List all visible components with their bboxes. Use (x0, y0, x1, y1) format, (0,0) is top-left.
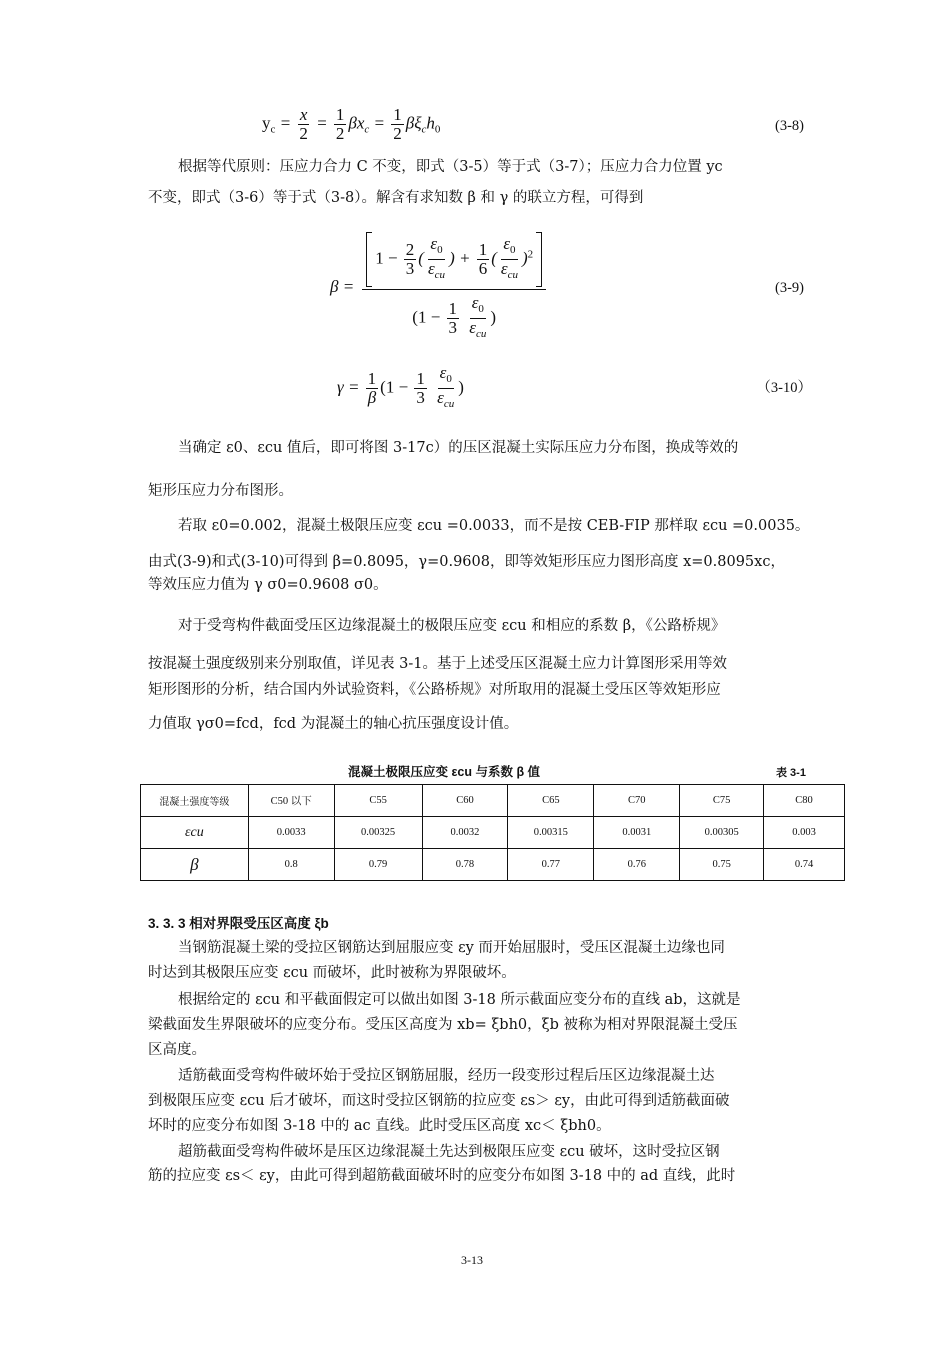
equation-3-8: $y_c$ = $\frac{x}{2}$ = $\frac{1}{2}$ $\beta x_c$ = $\frac{1}{2}$ $\beta\xi_ch_0$ (262, 105, 441, 143)
table-cell: 0.77 (508, 849, 594, 881)
table-cell: 0.0031 (594, 817, 680, 849)
table-cell: 0.00315 (508, 817, 594, 849)
table-row (141, 849, 845, 881)
header-cell: C65 (508, 785, 594, 817)
equation-3-9: β = 1 − $\frac{2}{3}$ ( $\frac{\varepsilon_0}{\varepsilon_{cu}}$ ) + $\frac{1}{6}$ ( $\frac{\varepsilon_0}{\varepsilon_{cu}}$ )$^2$ (1 − $\frac{1}{3}$ $\frac{\varepsilon_0}{\varepsilon_{cu}}$ ) (330, 230, 548, 343)
table-cell: 0.76 (594, 849, 680, 881)
header-cell: C55 (334, 785, 422, 817)
strain-coefficient-table (140, 784, 845, 881)
header-cell: C50 以下 (248, 785, 334, 817)
paragraph-line: 不变，即式（3-6）等于式（3-8）。解含有求知数 β 和 γ 的联立方程，可得到 (148, 190, 644, 206)
table-cell: 0.00305 (680, 817, 764, 849)
paragraph-line: 等效压应力值为 γ σ0=0.9608 σ0。 (148, 577, 388, 593)
table-cell: 0.78 (422, 849, 508, 881)
table-label: 表 3-1 (776, 767, 806, 779)
header-cell: C75 (680, 785, 764, 817)
table-header-row (141, 785, 845, 817)
paragraph-line: 当钢筋混凝土梁的受拉区钢筋达到屈服应变 εy 而开始屈服时，受压区混凝土边缘也同 (178, 940, 725, 956)
equation-number: （3-10） (756, 380, 812, 396)
paragraph-line: 按混凝土强度级别来分别取值，详见表 3-1。基于上述受压区混凝土应力计算图形采用等效 (148, 656, 727, 672)
table-cell: 0.003 (764, 817, 845, 849)
table-row (141, 817, 845, 849)
row-label: εcu (141, 817, 249, 849)
page-number: 3-13 (461, 1253, 483, 1267)
equation-number: (3-8) (775, 118, 804, 134)
paragraph-line: 根据给定的 εcu 和平截面假定可以做出如图 3-18 所示截面应变分布的直线 ab，这就是 (178, 992, 741, 1008)
paragraph-line: 根据等代原则：压应力合力 C 不变，即式（3-5）等于式（3-7）；压应力合力位置 yc (178, 159, 723, 175)
table-cell: 0.00325 (334, 817, 422, 849)
table-cell: 0.8 (248, 849, 334, 881)
paragraph-line: 矩形图形的分析，结合国内外试验资料，《公路桥规》对所取用的混凝土受压区等效矩形应 (148, 682, 721, 698)
paragraph-line: 区高度。 (148, 1042, 206, 1058)
header-cell: 混凝土强度等级 (141, 785, 249, 817)
table-cell: 0.0032 (422, 817, 508, 849)
table-cell: 0.74 (764, 849, 845, 881)
paragraph-line: 当确定 ε0、εcu 值后，即可将图 3-17c）的压区混凝土实际压应力分布图，换成等效的 (178, 440, 739, 456)
paragraph-line: 梁截面发生界限破坏的应变分布。受压区高度为 xb= ξbh0，ξb 被称为相对界限混凝土受压 (148, 1017, 738, 1033)
section-heading: 3. 3. 3 相对界限受压区高度 ξb (148, 916, 329, 931)
table-cell: 0.79 (334, 849, 422, 881)
header-cell: C80 (764, 785, 845, 817)
table-caption: 混凝土极限压应变 εcu 与系数 β 值 (348, 765, 541, 779)
equation-number: (3-9) (775, 280, 804, 296)
paragraph-line: 超筋截面受弯构件破坏是压区边缘混凝土先达到极限压应变 εcu 破坏，这时受拉区钢 (178, 1144, 720, 1160)
header-cell: C70 (594, 785, 680, 817)
paragraph-line: 力值取 γσ0=fcd，fcd 为混凝土的轴心抗压强度设计值。 (148, 716, 519, 732)
paragraph-line: 对于受弯构件截面受压区边缘混凝土的极限压应变 εcu 和相应的系数 β，《公路桥规》 (178, 618, 726, 634)
header-cell: C60 (422, 785, 508, 817)
paragraph-line: 时达到其极限压应变 εcu 而破坏，此时被称为界限破坏。 (148, 965, 516, 981)
paragraph-line: 矩形压应力分布图形。 (148, 483, 293, 499)
table-cell: 0.0033 (248, 817, 334, 849)
paragraph-line: 到极限压应变 εcu 后才破坏，而这时受拉区钢筋的拉应变 εs＞ εy，由此可得到适筋截面破 (148, 1093, 730, 1109)
paragraph-line: 适筋截面受弯构件破坏始于受拉区钢筋屈服，经历一段变形过程后压区边缘混凝土达 (178, 1068, 715, 1084)
paragraph-line: 筋的拉应变 εs＜ εy，由此可得到超筋截面破坏时的应变分布如图 3-18 中的 ad 直线，此时 (148, 1168, 736, 1184)
paragraph-line: 由式(3-9)和式(3-10)可得到 β=0.8095，γ=0.9608，即等效矩形压应力图形高度 x=0.8095xc， (148, 554, 785, 570)
table-cell: 0.75 (680, 849, 764, 881)
row-label: β (141, 849, 249, 881)
paragraph-line: 坏时的应变分布如图 3-18 中的 ac 直线。此时受压区高度 xc＜ ξbh0。 (148, 1118, 611, 1134)
equation-3-10: γ = $\frac{1}{\beta}$ (1 − $\frac{1}{3}$ $\frac{\varepsilon_0}{\varepsilon_{cu}}$ ) (337, 363, 464, 410)
paragraph-line: 若取 ε0=0.002，混凝土极限压应变 εcu =0.0033，而不是按 CEB-FIP 那样取 εcu =0.0035。 (178, 518, 810, 534)
